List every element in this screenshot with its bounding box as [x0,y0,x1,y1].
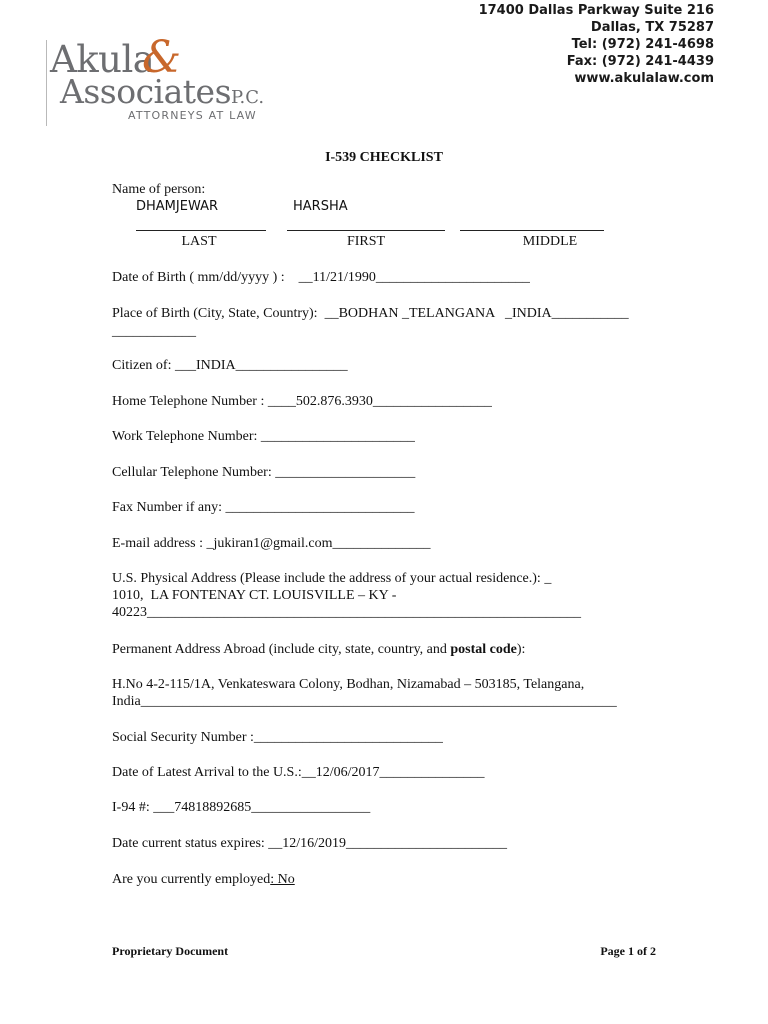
name-label: Name of person: [112,182,206,197]
logo-rule [46,40,47,126]
middle-name-underline [460,230,604,231]
us-address-line1: 1010, LA FONTENAY CT. LOUISVILLE – KY - [112,588,397,603]
fax-field: Fax Number if any: ___________________________ [112,500,415,515]
us-address-line2: 40223______________________________________________________________ [112,605,581,620]
firm-address-line1: 17400 Dallas Parkway Suite 216 [478,3,714,18]
cell-tel-field: Cellular Telephone Number: ____________________ [112,465,416,480]
status-expires-field: Date current status expires: __12/16/2019_______________________ [112,836,508,851]
work-tel-field: Work Telephone Number: ______________________ [112,429,415,444]
perm-address-label-end: ): [516,642,526,657]
logo-line3: ATTORNEYS AT LAW [128,109,257,122]
postal-code-emphasis: postal code [450,642,517,657]
page-title: I-539 CHECKLIST [325,150,443,165]
firm-address-line2: Dallas, TX 75287 [590,20,714,35]
middle-caption: MIDDLE [522,234,578,249]
logo-pc: P.C. [231,87,265,108]
perm-address-label [112,642,525,658]
pob-field-cont: ____________ [112,324,196,339]
last-name-value: DHAMJEWAR [136,199,219,214]
firm-tel: Tel: (972) 241-4698 [571,37,714,52]
footer-page-number: Page 1 of 2 [600,944,656,958]
firm-address-block [479,2,714,87]
perm-address-label-text: Permanent Address Abroad (include city, state, country, and [112,642,451,657]
last-caption: LAST [181,234,217,249]
employed-field [112,872,295,888]
firm-website: www.akulalaw.com [574,71,714,86]
firm-fax: Fax: (972) 241-4439 [566,54,714,69]
firm-logo [46,32,265,128]
logo-line1: Akula [50,38,155,81]
home-tel-field: Home Telephone Number : ____502.876.3930_________________ [112,394,492,409]
perm-address-line2: India____________________________________________________________________ [112,694,617,709]
employed-value: : No [270,872,295,887]
ssn-field: Social Security Number :___________________________ [112,730,443,745]
logo-ampersand: & [142,32,182,83]
pob-field: Place of Birth (City, State, Country): __BODHAN _TELANGANA _INDIA___________ [112,306,629,321]
us-address-label: U.S. Physical Address (Please include the address of your actual residence.): _ [112,571,552,586]
arrival-date-field: Date of Latest Arrival to the U.S.:__12/06/2017_______________ [112,765,485,780]
first-caption: FIRST [346,234,386,249]
logo-line2 [60,72,264,111]
dob-field: Date of Birth ( mm/dd/yyyy ) : __11/21/1990______________________ [112,270,530,285]
perm-address-line1: H.No 4-2-115/1A, Venkateswara Colony, Bodhan, Nizamabad – 503185, Telangana, [112,677,585,692]
citizen-field: Citizen of: ___INDIA________________ [112,358,348,373]
email-field: E-mail address : _jukiran1@gmail.com______________ [112,536,431,551]
first-name-value: HARSHA [293,199,348,214]
last-name-underline [136,230,266,231]
first-name-underline [287,230,445,231]
logo-associates: Associates [60,72,232,111]
employed-label: Are you currently employed [112,872,271,887]
i94-field: I-94 #: ___74818892685_________________ [112,800,371,815]
footer-left: Proprietary Document [112,944,229,958]
